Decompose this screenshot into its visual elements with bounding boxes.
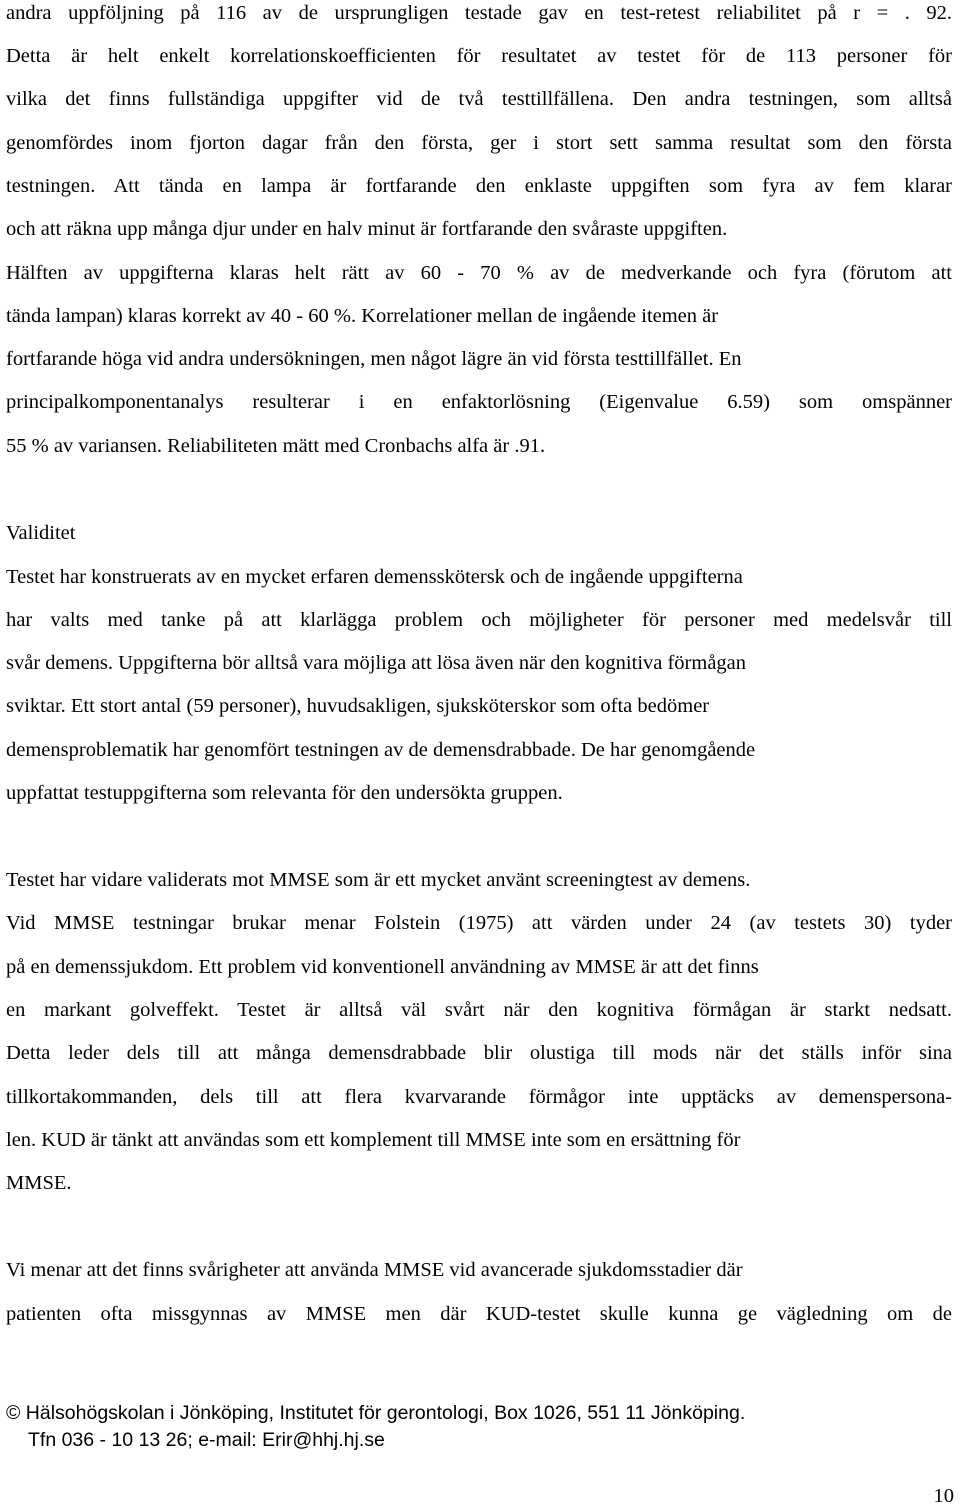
page-number: 10 [933,1485,954,1507]
text-line: Vi menar att det finns svårigheter att använda MMSE vid avancerade sjukdomsstadier där [6,1259,743,1281]
section-heading: Validitet [6,522,76,544]
text-line: en markant golveffekt. Testet är alltså väl svårt när den kognitiva förmågan är starkt nedsatt. [6,999,952,1021]
text-line: Testet har konstruerats av en mycket erfaren demensskötersk och de ingående uppgifterna [6,566,743,588]
text-line: len. KUD är tänkt att användas som ett komplement till MMSE inte som en ersättning för [6,1129,741,1151]
text-line: har valts med tanke på att klarlägga problem och möjligheter för personer med medelsvår till [6,609,952,631]
text-line: och att räkna upp många djur under en halv minut är fortfarande den svåraste uppgiften. [6,218,728,240]
text-line: Detta leder dels till att många demensdrabbade blir olustiga till mods när det ställs inför sina [6,1042,952,1064]
text-line: Testet har vidare validerats mot MMSE som är ett mycket använt screeningtest av demens. [6,869,751,891]
text-line: tillkortakommanden, dels till att flera kvarvarande förmågor inte upptäcks av demenspersona- [6,1086,952,1108]
text-line: demensproblematik har genomfört testningen av de demensdrabbade. De har genomgående [6,739,756,761]
text-line: Hälften av uppgifterna klaras helt rätt av 60 - 70 % av de medverkande och fyra (förutom att [6,262,952,284]
text-line: på en demenssjukdom. Ett problem vid konventionell användning av MMSE är att det finns [6,956,759,978]
text-line: svår demens. Uppgifterna bör alltså vara möjliga att lösa även när den kognitiva förmågan [6,652,747,674]
text-line: testningen. Att tända en lampa är fortfarande den enklaste uppgiften som fyra av fem klarar [6,175,952,197]
text-line: vilka det finns fullständiga uppgifter vid de två testtillfällena. Den andra testningen, som alltså [6,88,952,110]
text-line: patienten ofta missgynnas av MMSE men där KUD-testet skulle kunna ge vägledning om de [6,1303,952,1325]
text-line: principalkomponentanalys resulterar i en enfaktorlösning (Eigenvalue 6.59) som omspänner [6,391,952,413]
text-line: Vid MMSE testningar brukar menar Folstein (1975) att värden under 24 (av testets 30) tyder [6,912,952,934]
text-line: tända lampan) klaras korrekt av 40 - 60 %. Korrelationer mellan de ingående itemen är [6,305,719,327]
text-line: sviktar. Ett stort antal (59 personer), huvudsakligen, sjuksköterskor som ofta bedömer [6,695,710,717]
text-line: MMSE. [6,1172,72,1194]
text-line: fortfarande höga vid andra undersökningen, men något lägre än vid första testtillfället. En [6,348,742,370]
text-line: andra uppföljning på 116 av de ursprungligen testade gav en test-retest reliabilitet på r = . 92. [6,2,952,24]
footer-contact: Tfn 036 - 10 13 26; e-mail: Erir@hhj.hj.se [28,1429,385,1451]
text-line: uppfattat testuppgifterna som relevanta för den undersökta gruppen. [6,782,563,804]
text-line: 55 % av variansen. Reliabiliteten mätt med Cronbachs alfa är .91. [6,435,546,457]
text-line: Detta är helt enkelt korrelationskoefficienten för resultatet av testet för de 113 personer för [6,45,952,67]
text-line: genomfördes inom fjorton dagar från den första, ger i stort sett samma resultat som den första [6,132,952,154]
footer-copyright: © Hälsohögskolan i Jönköping, Institutet för gerontologi, Box 1026, 551 11 Jönköping. [6,1402,746,1424]
